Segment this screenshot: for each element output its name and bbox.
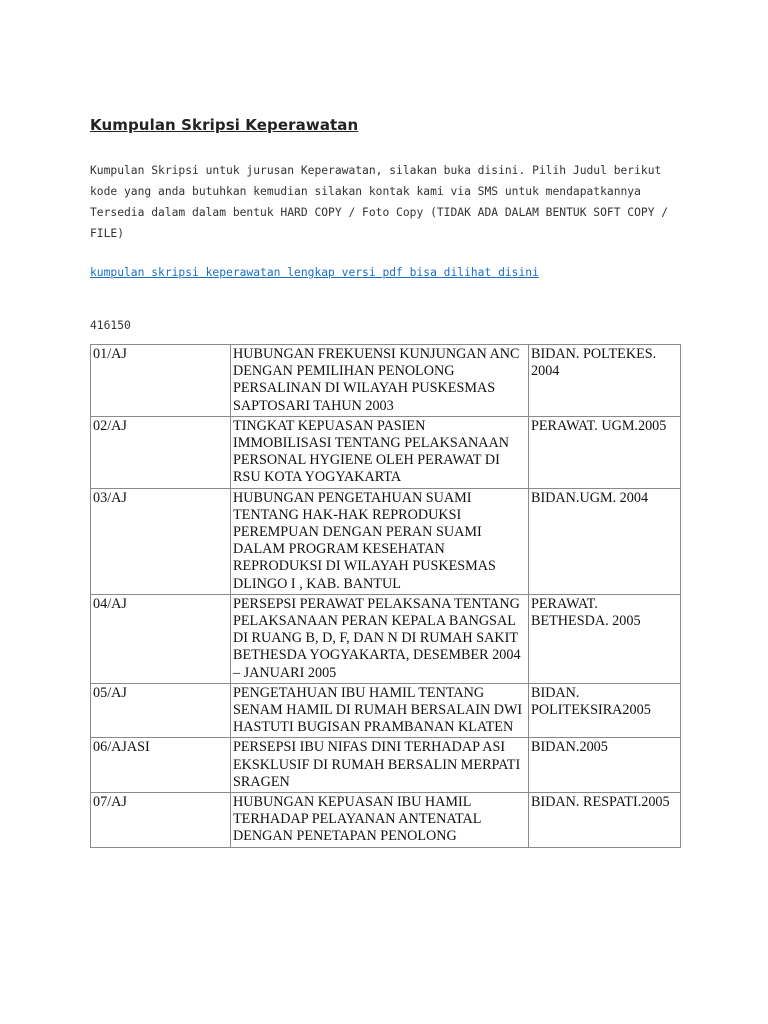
- thesis-table: [90, 344, 681, 848]
- row-title: PENGETAHUAN IBU HAMIL TENTANG SENAM HAMIL DI RUMAH BERSALAIN DWI HASTUTI BUGISAN PRAMBANAN KLATEN: [231, 683, 529, 738]
- listing-code: 416150: [90, 319, 131, 332]
- row-title: TINGKAT KEPUASAN PASIEN IMMOBILISASI TENTANG PELAKSANAAN PERSONAL HYGIENE OLEH PERAWAT DI RSU KOTA YOGYAKARTA: [231, 416, 529, 488]
- row-source: BIDAN.UGM. 2004: [529, 488, 681, 594]
- table-row: [91, 683, 681, 738]
- page-title: Kumpulan Skripsi Keperawatan: [90, 116, 359, 134]
- table-row: [91, 738, 681, 793]
- row-title: HUBUNGAN FREKUENSI KUNJUNGAN ANC DENGAN PEMILIHAN PENOLONG PERSALINAN DI WILAYAH PUSKESMAS SAPTOSARI TAHUN 2003: [231, 345, 529, 417]
- pdf-list-link[interactable]: kumpulan skripsi keperawatan lengkap versi pdf bisa dilihat disini: [90, 266, 539, 279]
- row-code: 03/AJ: [91, 488, 231, 594]
- row-source: BIDAN.2005: [529, 738, 681, 793]
- table-row: [91, 345, 681, 417]
- row-code: 04/AJ: [91, 594, 231, 683]
- row-title: PERSEPSI PERAWAT PELAKSANA TENTANG PELAKSANAAN PERAN KEPALA BANGSAL DI RUANG B, D, F, DAN N DI RUMAH SAKIT BETHESDA YOGYAKARTA, DESEMBER 2004 – JANUARI 2005: [231, 594, 529, 683]
- row-code: 07/AJ: [91, 793, 231, 848]
- row-code: 05/AJ: [91, 683, 231, 738]
- table-row: [91, 594, 681, 683]
- row-title: PERSEPSI IBU NIFAS DINI TERHADAP ASI EKSKLUSIF DI RUMAH BERSALIN MERPATI SRAGEN: [231, 738, 529, 793]
- row-source: PERAWAT. BETHESDA. 2005: [529, 594, 681, 683]
- intro-paragraph: Kumpulan Skripsi untuk jurusan Keperawatan, silakan buka disini. Pilih Judul berikut kode yang anda butuhkan kemudian silakan kontak kami via SMS untuk mendapatkannya: [90, 164, 662, 198]
- availability-paragraph: Tersedia dalam dalam bentuk HARD COPY / Foto Copy (TIDAK ADA DALAM BENTUK SOFT COPY / FILE): [90, 206, 669, 240]
- row-code: 02/AJ: [91, 416, 231, 488]
- row-source: BIDAN. POLITEKSIRA2005: [529, 683, 681, 738]
- row-title: HUBUNGAN PENGETAHUAN SUAMI TENTANG HAK-HAK REPRODUKSI PEREMPUAN DENGAN PERAN SUAMI DALAM PROGRAM KESEHATAN REPRODUKSI DI WILAYAH PUSKESMAS DLINGO I , KAB. BANTUL: [231, 488, 529, 594]
- row-source: BIDAN. POLTEKES. 2004: [529, 345, 681, 417]
- table-row: [91, 416, 681, 488]
- table-row: [91, 793, 681, 848]
- row-source: PERAWAT. UGM.2005: [529, 416, 681, 488]
- row-code: 01/AJ: [91, 345, 231, 417]
- row-code: 06/AJASI: [91, 738, 231, 793]
- document-page: [90, 116, 680, 848]
- table-row: [91, 488, 681, 594]
- row-source: BIDAN. RESPATI.2005: [529, 793, 681, 848]
- row-title: HUBUNGAN KEPUASAN IBU HAMIL TERHADAP PELAYANAN ANTENATAL DENGAN PENETAPAN PENOLONG: [231, 793, 529, 848]
